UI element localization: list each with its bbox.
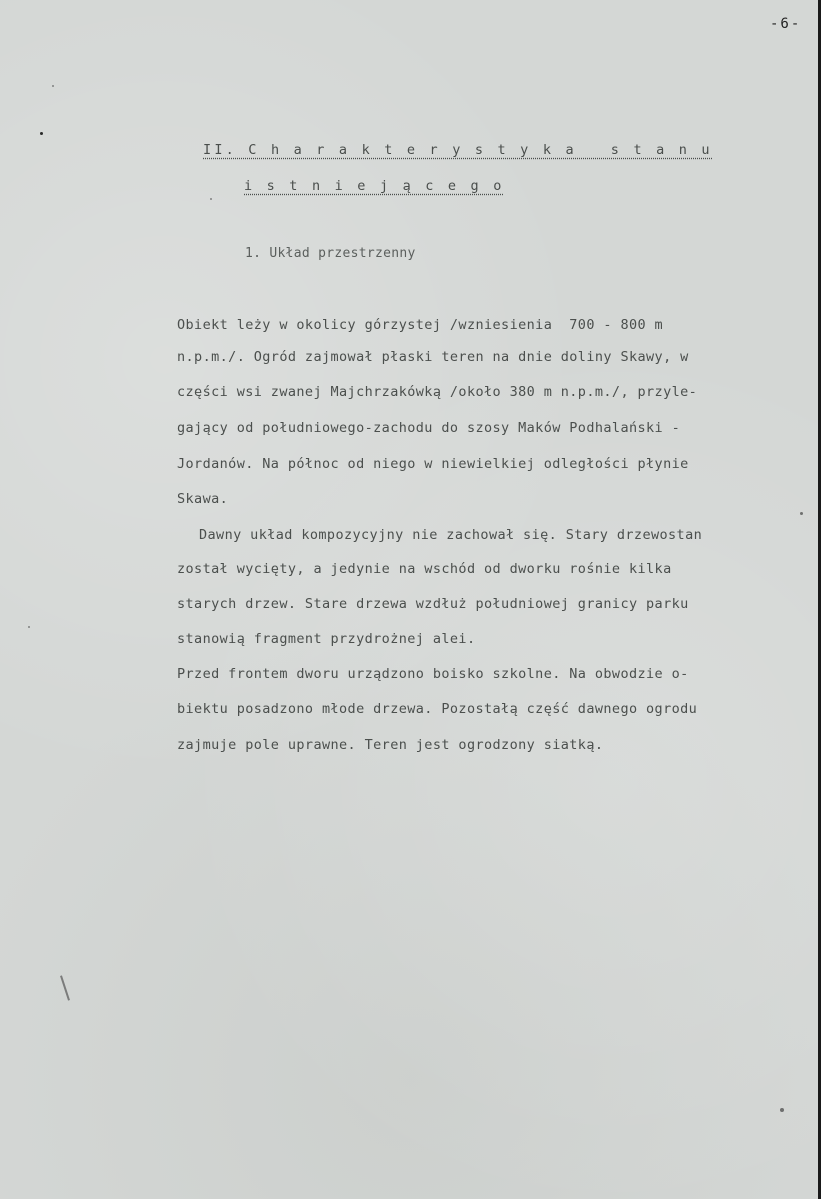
paragraph-1-line-2: n.p.m./. Ogród zajmował płaski teren na dnie doliny Skawy, w: [177, 349, 689, 365]
paragraph-1-line-3: części wsi zwanej Majchrzakówką /około 380 m n.p.m./, przyle-: [177, 384, 698, 400]
paragraph-1-line-6: Skawa.: [177, 491, 229, 507]
paragraph-2-line-2: został wycięty, a jedynie na wschód od dworku rośnie kilka: [177, 561, 672, 577]
paragraph-1-line-4: gający od południowego-zachodu do szosy Maków Podhalański -: [177, 420, 681, 436]
paragraph-2-line-3: starych drzew. Stare drzewa wzdłuż południowej granicy parku: [177, 596, 689, 612]
paragraph-3-line-2: biektu posadzono młode drzewa. Pozostałą część dawnego ogrodu: [177, 701, 698, 717]
section-heading-line-1: II. C h a r a k t e r y s t y k a s t a n u: [203, 142, 713, 158]
subsection-heading: 1. Układ przestrzenny: [245, 246, 416, 261]
scan-speck: [52, 85, 54, 87]
scan-speck: [800, 512, 803, 515]
paragraph-2-line-4: stanowią fragment przydrożnej alei.: [177, 631, 476, 647]
paragraph-3-line-1: Przed frontem dworu urządzono boisko szkolne. Na obwodzie o-: [177, 666, 689, 682]
paragraph-2-line-1: Dawny układ kompozycyjny nie zachował się. Stary drzewostan: [199, 527, 703, 543]
scan-speck: [28, 626, 30, 628]
section-heading-line-2: i s t n i e j ą c e g o: [244, 178, 505, 194]
scan-speck: [40, 132, 43, 135]
paragraph-1-line-1: Obiekt leży w okolicy górzystej /wzniesienia 700 - 800 m: [177, 317, 664, 333]
scan-scratch: [60, 975, 70, 1000]
page-number: -6-: [770, 16, 802, 32]
scan-speck: [210, 198, 212, 200]
paragraph-1-line-5: Jordanów. Na północ od niego w niewielkiej odległości płynie: [177, 456, 689, 472]
scan-speck: [780, 1108, 784, 1112]
paragraph-3-line-3: zajmuje pole uprawne. Teren jest ogrodzony siatką.: [177, 737, 604, 753]
